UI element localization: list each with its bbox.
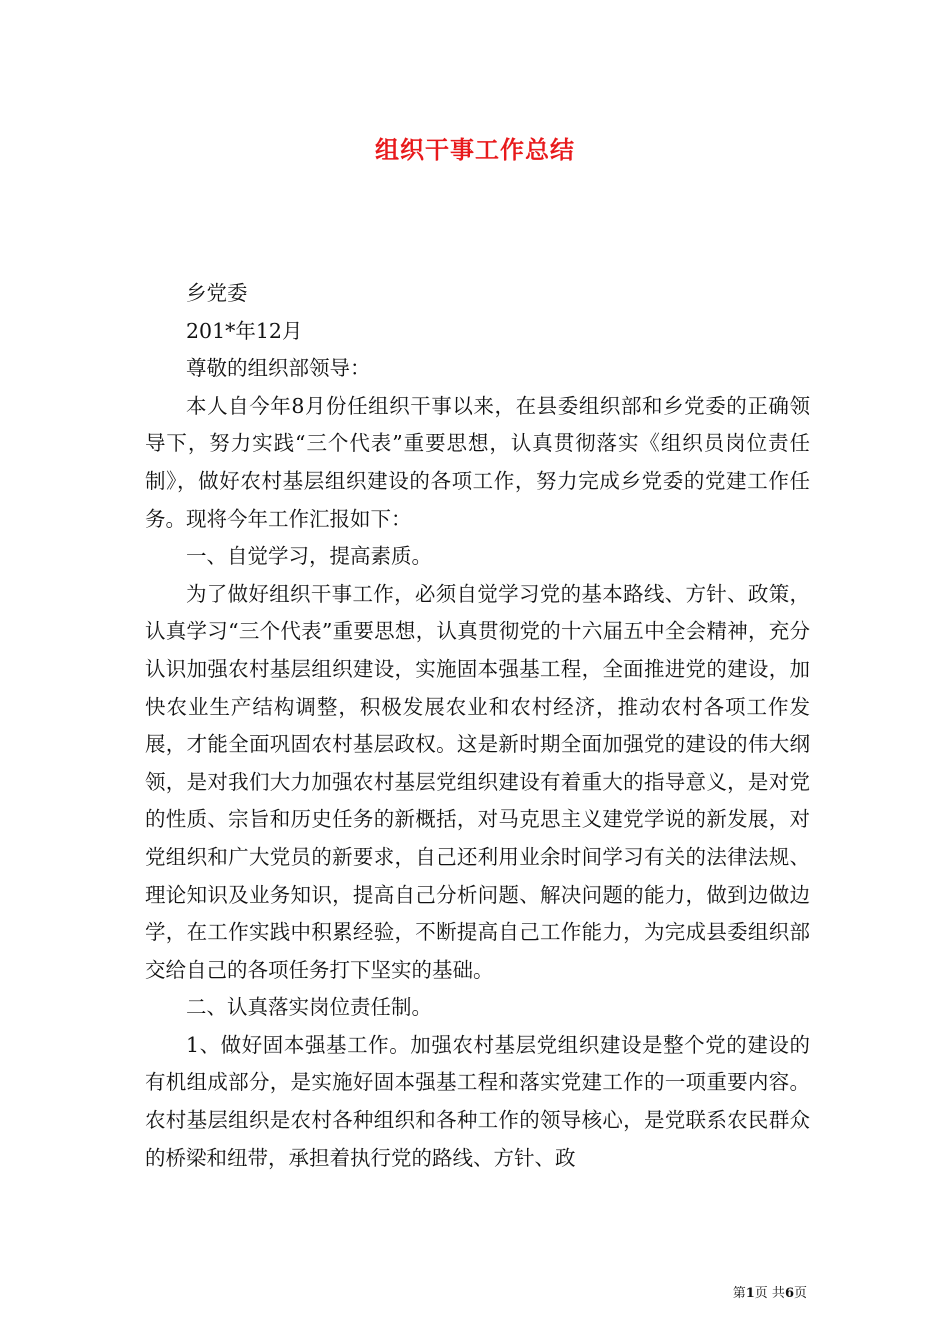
footer-prefix: 第 [732, 1286, 746, 1301]
footer-current-page: 1 [745, 1286, 755, 1301]
paragraph-section-1: 为了做好组织干事工作，必须自觉学习党的基本路线、方针、政策，认真学习“三个代表”重要思想，认真贯彻党的十六届五中全会精神，充分认识加强农村基层组织建设，实施固本强基工程，全面推进党的建设，加快农业生产结构调整，积极发展农业和农村经济，推动农村各项工作发展，才能全面巩固农村基层政权。这是新时期全面加强党的建设的伟大纲领，是对我们大力加强农村基层党组织建设有着重大的指导意义，是对党的性质、宗旨和历史任务的新概括，对马克思主义建党学说的新发展，对党组织和广大党员的新要求，自己还利用业余时间学习有关的法律法规、理论知识及业务知识，提高自己分析问题、解决问题的能力，做到边做边学，在工作实践中积累经验，不断提高自己工作能力，为完成县委组织部交给自己的各项任务打下坚实的基础。 [145, 581, 810, 982]
footer-middle: 页 共 [754, 1286, 785, 1301]
paragraph-salutation: 尊敬的组织部领导： [186, 356, 371, 381]
paragraph-recipient: 乡党委 [186, 281, 248, 305]
paragraph-intro: 本人自今年8月份任组织干事以来，在县委组织部和乡党委的正确领导下，努力实践“三个代表”重要思想，认真贯彻落实《组织员岗位责任制》，做好农村基层组织建设的各项工作，努力完成乡党委的党建工作任务。现将今年工作汇报如下： [145, 393, 810, 531]
paragraph-date: 201*年12月 [186, 318, 303, 343]
footer-total-pages: 6 [784, 1286, 794, 1301]
footer-suffix: 页 [793, 1286, 807, 1301]
section-heading-1: 一、自觉学习，提高素质。 [186, 544, 432, 569]
paragraph-section-2-item-1: 1、做好固本强基工作。加强农村基层党组织建设是整个党的建设的有机组成部分，是实施好固本强基工程和落实党建工作的一项重要内容。农村基层组织是农村各种组织和各种工作的领导核心，是党联系农民群众的桥梁和纽带，承担着执行党的路线、方针、政 [145, 1032, 810, 1170]
section-heading-2: 二、认真落实岗位责任制。 [186, 995, 432, 1020]
document-body [145, 275, 810, 1177]
document-title: 组织干事工作总结 [375, 135, 575, 164]
page-footer [733, 1282, 807, 1301]
